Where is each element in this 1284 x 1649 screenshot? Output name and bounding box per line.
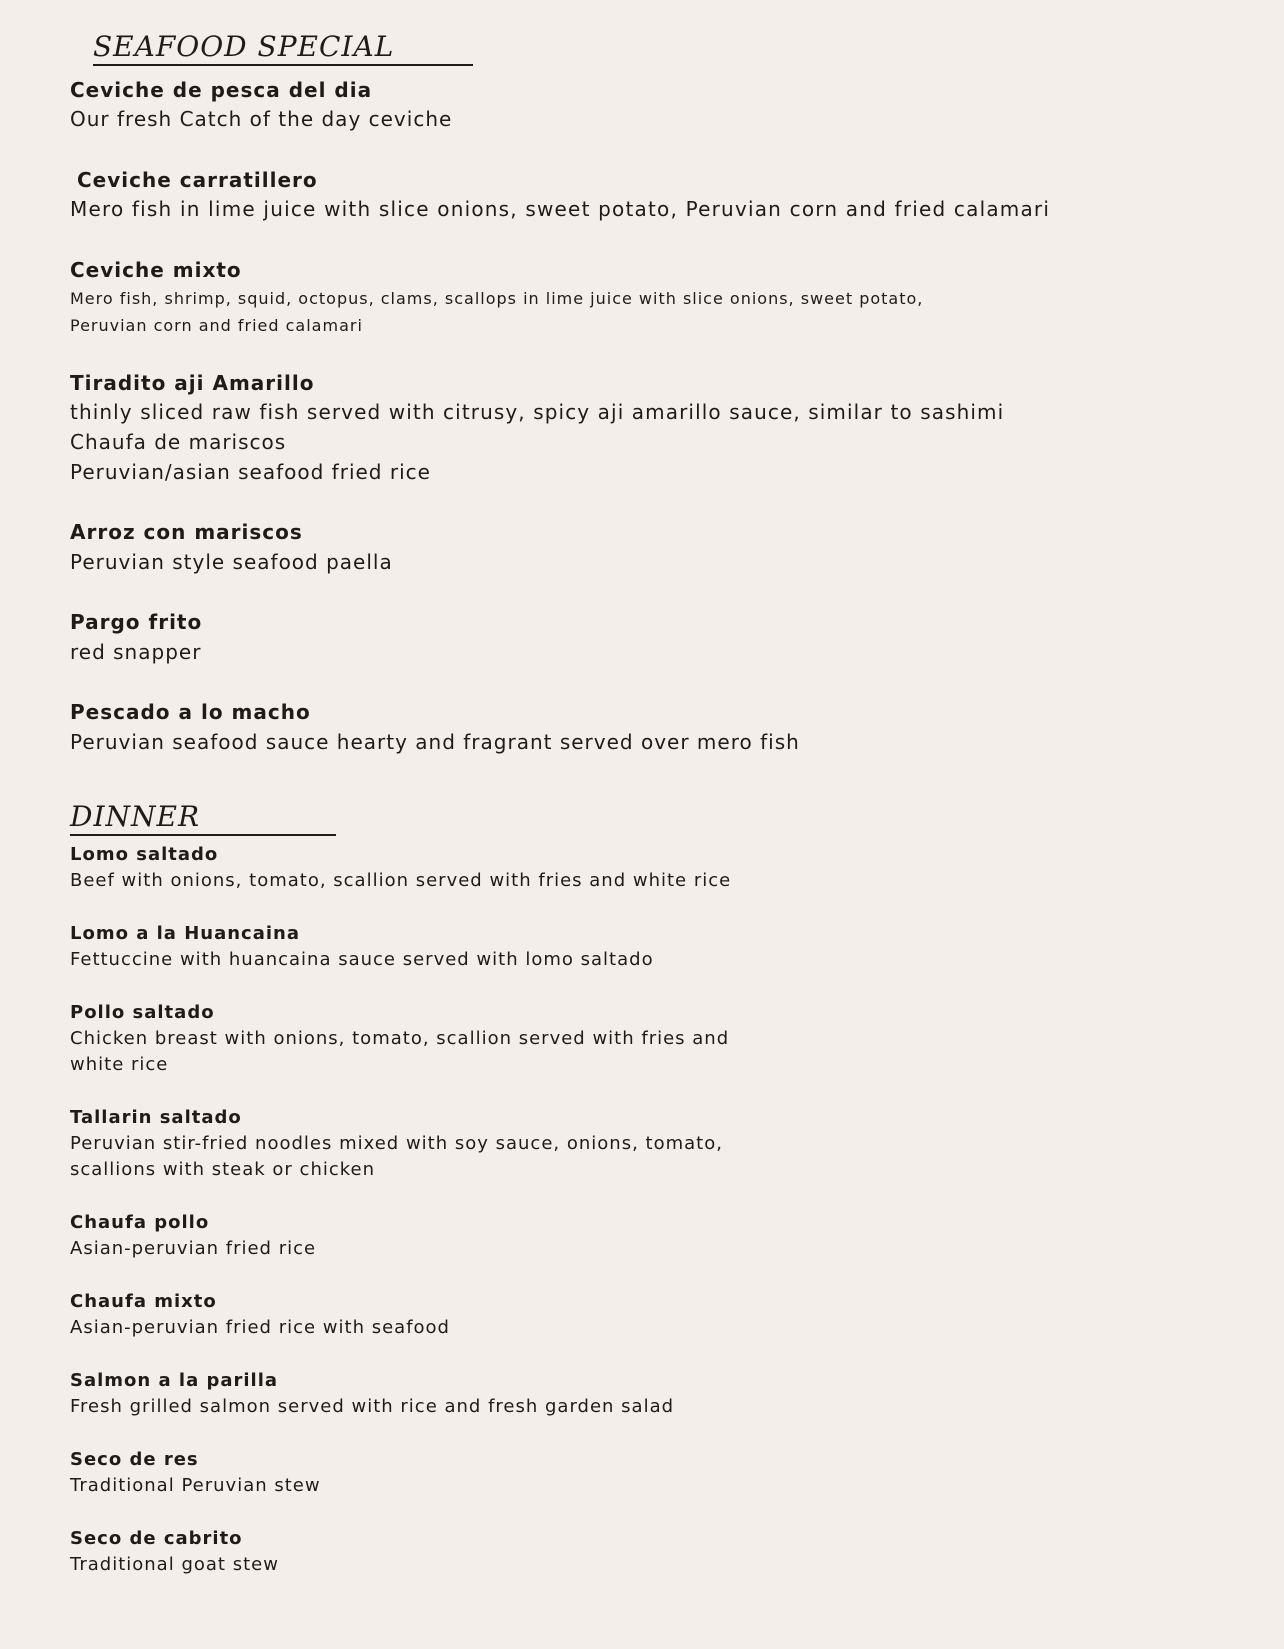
menu-item-description: thinly sliced raw fish served with citrusy, spicy aji amarillo sauce, similar to sashimi	[70, 400, 1005, 424]
menu-item-description: Chaufa de mariscos	[70, 430, 287, 454]
menu-item-name: Ceviche mixto	[70, 258, 242, 282]
menu-item-name: Pargo frito	[70, 610, 203, 634]
menu-item-description: Mero fish in lime juice with slice onions, sweet potato, Peruvian corn and fried calamari	[70, 197, 1051, 221]
menu-item-description: Fresh grilled salmon served with rice and fresh garden salad	[70, 1396, 675, 1417]
menu-item-name: Chaufa pollo	[70, 1212, 210, 1233]
seafood-section-title: SEAFOOD SPECIAL	[93, 30, 473, 66]
menu-item-description: Mero fish, shrimp, squid, octopus, clams, scallops in lime juice with slice onions, sweet potato,	[70, 289, 924, 308]
menu-item-description: white rice	[70, 1054, 169, 1075]
menu-item-name: Lomo saltado	[70, 844, 219, 865]
menu-item-name: Tallarin saltado	[70, 1107, 242, 1128]
menu-item-description: Peruvian corn and fried calamari	[70, 316, 363, 335]
menu-item-description: Peruvian seafood sauce hearty and fragrant served over mero fish	[70, 730, 800, 754]
menu-item-name: Ceviche carratillero	[77, 168, 318, 192]
menu-item-name: Chaufa mixto	[70, 1291, 217, 1312]
menu-item-description: Traditional Peruvian stew	[70, 1475, 321, 1496]
menu-item-description: Chicken breast with onions, tomato, scallion served with fries and	[70, 1028, 730, 1049]
menu-item-description: Beef with onions, tomato, scallion served with fries and white rice	[70, 870, 732, 891]
menu-item-description: red snapper	[70, 640, 202, 664]
menu-item-description: Peruvian/asian seafood fried rice	[70, 460, 431, 484]
menu-item-description: Our fresh Catch of the day ceviche	[70, 107, 453, 131]
menu-item-name: Ceviche de pesca del dia	[70, 78, 373, 102]
menu-item-description: Asian-peruvian fried rice	[70, 1238, 317, 1259]
menu-item-name: Seco de res	[70, 1449, 199, 1470]
menu-item-description: Traditional goat stew	[70, 1554, 279, 1575]
menu-item-description: scallions with steak or chicken	[70, 1159, 376, 1180]
menu-item-name: Pollo saltado	[70, 1002, 215, 1023]
menu-item-description: Peruvian stir-fried noodles mixed with soy sauce, onions, tomato,	[70, 1133, 723, 1154]
menu-item-name: Salmon a la parilla	[70, 1370, 279, 1391]
menu-item-description: Peruvian style seafood paella	[70, 550, 393, 574]
menu-item-name: Seco de cabrito	[70, 1528, 243, 1549]
menu-item-name: Lomo a la Huancaina	[70, 923, 301, 944]
menu-item-name: Pescado a lo macho	[70, 700, 311, 724]
menu-item-name: Arroz con mariscos	[70, 520, 303, 544]
menu-item-description: Fettuccine with huancaina sauce served with lomo saltado	[70, 949, 654, 970]
menu-item-description: Asian-peruvian fried rice with seafood	[70, 1317, 450, 1338]
menu-item-name: Tiradito aji Amarillo	[70, 371, 315, 395]
dinner-section-title: DINNER	[70, 800, 336, 836]
